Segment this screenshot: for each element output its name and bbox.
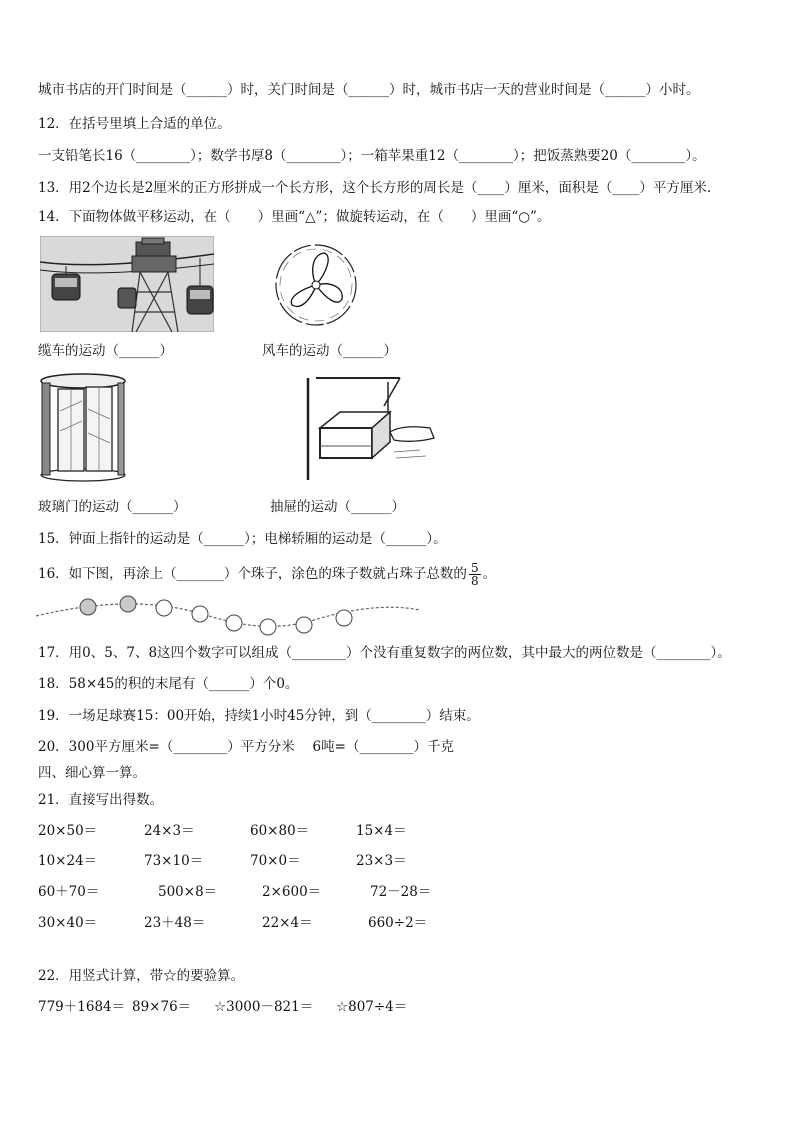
bead-empty xyxy=(260,619,276,635)
calc-item: 20×50＝ xyxy=(38,823,98,839)
column-calc-item: ☆3000－821＝ xyxy=(214,999,314,1015)
column-calc-item: 89×76＝ xyxy=(132,999,192,1015)
q20-text: 20．300平方厘米=（________）平方分米 6吨=（________）千克 xyxy=(38,739,454,755)
q17-text: 17．用0、5、7、8这四个数字可以组成（________）个没有重复数字的两位数，其中最大的两位数是（________）。 xyxy=(38,645,731,661)
windmill-picture xyxy=(272,241,360,329)
fraction-denominator: 8 xyxy=(470,574,479,588)
bead-empty xyxy=(192,606,208,622)
q12-line: 一支铅笔长16（________）；数学书厚8（________）；一箱苹果重12（________）；把饭蒸熟要20（________）。 xyxy=(38,148,706,164)
column-calc-item: 779＋1684＝ xyxy=(38,999,126,1015)
drawer-caption: 抽屉的运动（______） xyxy=(270,499,405,515)
calc-item: 30×40＝ xyxy=(38,915,98,931)
calc-item: 72－28＝ xyxy=(370,884,432,900)
calc-item: 60＋70＝ xyxy=(38,884,100,900)
calc-item: 500×8＝ xyxy=(158,884,218,900)
glass-door-picture xyxy=(38,371,128,483)
calc-item: 60×80＝ xyxy=(250,823,310,839)
calc-item: 22×4＝ xyxy=(262,915,313,931)
glass-door-caption: 玻璃门的运动（______） xyxy=(38,499,187,515)
fraction-five-eighths xyxy=(469,562,481,587)
q19-text: 19．一场足球赛15：00开始，持续1小时45分钟，到（________）结束。 xyxy=(38,708,480,724)
calc-item: 23＋48＝ xyxy=(144,915,206,931)
bead-empty xyxy=(296,617,312,633)
windmill-caption: 风车的运动（______） xyxy=(262,343,397,359)
bead-shaded xyxy=(80,599,96,615)
q16-before: 16．如下图，再涂上（_______）个珠子，涂色的珠子数就占珠子总数的 xyxy=(38,566,467,582)
cable-car-picture xyxy=(40,236,214,332)
calc-item: 15×4＝ xyxy=(356,823,407,839)
q15-text: 15．钟面上指针的运动是（______）；电梯轿厢的运动是（______）。 xyxy=(38,531,447,547)
q14-title: 14．下面物体做平移运动，在（ ）里画“△”；做旋转运动，在（ ）里画“○”。 xyxy=(38,209,551,225)
bead-empty xyxy=(226,615,242,631)
q16-text xyxy=(38,562,496,587)
calc-item: 24×3＝ xyxy=(144,823,195,839)
calc-item: 70×0＝ xyxy=(250,853,301,869)
column-calc-item: ☆807÷4＝ xyxy=(336,999,408,1015)
cable-car-caption: 缆车的运动（______） xyxy=(38,343,173,359)
q11-text: 城市书店的开门时间是（______）时，关门时间是（______）时，城市书店一天的营业时间是（______）小时。 xyxy=(38,82,700,98)
calc-item: 23×3＝ xyxy=(356,853,407,869)
q16-after: 。 xyxy=(482,566,497,582)
calc-item: 73×10＝ xyxy=(144,853,204,869)
section-heading: 四、细心算一算。 xyxy=(38,765,146,781)
bead-empty xyxy=(336,610,352,626)
q12-title: 12．在括号里填上合适的单位。 xyxy=(38,116,231,132)
fraction-numerator: 5 xyxy=(470,561,479,575)
q13-text: 13．用2个边长是2厘米的正方形拼成一个长方形，这个长方形的周长是（____）厘米，面积是（____）平方厘米. xyxy=(38,180,712,196)
calc-item: 10×24＝ xyxy=(38,853,98,869)
q22-title: 22．用竖式计算，带☆的要验算。 xyxy=(38,968,245,984)
q18-text: 18．58×45的积的末尾有（______）个0。 xyxy=(38,676,299,692)
q21-title: 21．直接写出得数。 xyxy=(38,792,164,808)
bead-shaded xyxy=(120,596,136,612)
calc-item: 2×600＝ xyxy=(262,884,322,900)
beads-string xyxy=(34,594,424,640)
bead-empty xyxy=(156,600,172,616)
calc-item: 660÷2＝ xyxy=(368,915,428,931)
drawer-picture xyxy=(300,376,438,480)
